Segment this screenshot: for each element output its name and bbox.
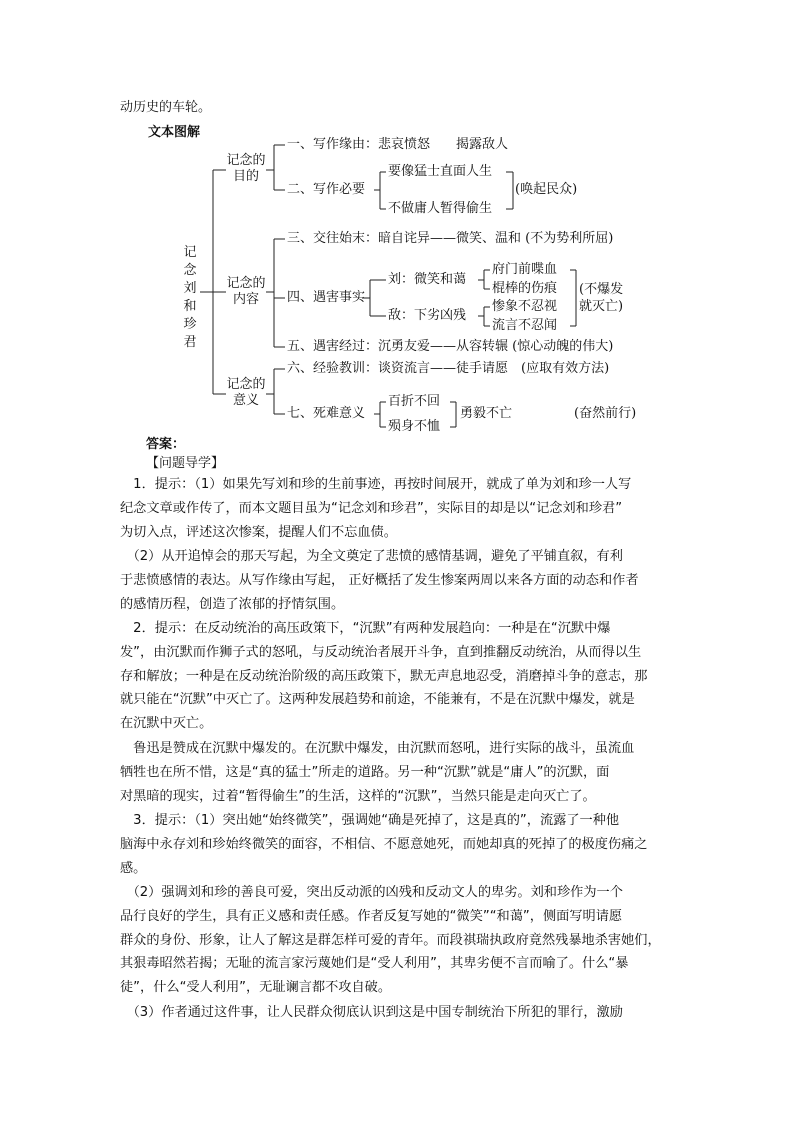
- answer-paragraph-1: [120, 473, 674, 544]
- text-line: 感。: [120, 860, 147, 876]
- text-line: 1．提示：（1）如果先写刘和珍的生前事迹，再按时间展开，就成了单为刘和珍一人写: [120, 477, 632, 492]
- text-line: （3）作者通过这件事，让人民群众彻底认识到这是中国专制统治下所犯的罪行，激励: [120, 1005, 623, 1020]
- root-char: 刘: [183, 281, 197, 296]
- text-line: 3．提示：（1）突出她“始终微笑”，强调她“确是死掉了，这是真的”，流露了一种他: [120, 813, 620, 828]
- item-1: 一、写作缘由：悲哀愤怒 揭露敌人: [287, 137, 509, 152]
- text-line: （2）强调刘和珍的善良可爱，突出反动派的凶残和反动文人的卑劣。刘和珍作为一个: [120, 885, 623, 900]
- guide-heading: 【问题导学】: [146, 456, 225, 471]
- root-char: 念: [183, 263, 197, 278]
- text-line: 为切入点，评述这次惨案，提醒人们不忘血债。: [120, 524, 397, 540]
- text-line: 纪念文章或作传了，而本文题目虽为“记念刘和珍君”，实际目的却是以“记念刘和珍君”: [120, 500, 623, 516]
- meaning-label-line: 意义: [232, 393, 259, 408]
- text-line: 存和解放；一种是在反动统治阶级的高压政策下，默无声息地忍受，消磨掉斗争的意志，那: [120, 668, 648, 684]
- item-7-a: 百折不回: [388, 394, 441, 409]
- item-2-a: 要像猛士直面人生: [388, 164, 493, 179]
- text-line: （2）从开追悼会的那天写起，为全文奠定了悲愤的感情基调，避免了平铺直叙，有利: [120, 549, 623, 564]
- text-line: 徒”，什么“受人利用”，无耻谰言都不攻自破。: [120, 980, 392, 996]
- item-4: 四、遇害事实: [287, 290, 366, 305]
- item-7-b: 殒身不恤: [388, 419, 441, 434]
- text-line: 的感情历程，创造了浓郁的抒情氛围。: [120, 596, 345, 612]
- text-line: 群众的身份、形象，让人了解这是群怎样可爱的青年。而段祺瑞执政府竟然残暴地杀害她们，: [120, 932, 661, 948]
- answer-heading: 答案：: [146, 437, 186, 452]
- item-6: 六、经验教训：谈资流言——徒手请愿 (应取有效方法): [287, 361, 610, 376]
- item-4-liu-b: 棍棒的伤痕: [492, 281, 558, 296]
- root-char: 记: [183, 245, 197, 260]
- root-char: 珍: [183, 317, 197, 332]
- item-4-liu-a: 府门前喋血: [492, 262, 558, 277]
- text-line: 对黑暗的现实，过着“暂得偷生”的生活，这样的“沉默”，当然只能是走向灭亡了。: [120, 788, 596, 804]
- content-label: [226, 276, 266, 308]
- item-3: 三、交往始末：暗自诧异——微笑、温和 (不为势利所屈): [287, 231, 614, 246]
- purpose-label-line: 记念的: [226, 153, 266, 168]
- answer-paragraph-3: [120, 617, 674, 736]
- item-7-mid: 勇毅不亡: [460, 406, 513, 421]
- purpose-label: [226, 153, 266, 185]
- text-line: 就只能在“沉默”中灭亡了。这两种发展趋势和前途，不能兼有，不是在沉默中爆发，就是: [120, 692, 635, 708]
- content-label-line: 记念的: [226, 276, 266, 291]
- answer-paragraph-7: [120, 1001, 674, 1025]
- item-7: 七、死难意义: [287, 406, 366, 421]
- text-line: 2．提示：在反动统治的高压政策下，“沉默”有两种发展趋向：一种是在“沉默中爆: [120, 621, 611, 636]
- answer-paragraph-6: [120, 881, 674, 1000]
- item-4-enemy: 敌：下劣凶残: [388, 308, 467, 323]
- text-line: 其狠毒昭然若揭；无耻的流言家污蔑她们是“受人利用”，其卑劣便不言而喻了。什么“暴: [120, 956, 629, 972]
- meaning-label-line: 记念的: [226, 377, 266, 392]
- item-4-result: [579, 281, 623, 315]
- item-2-result: (唤起民众): [515, 182, 578, 197]
- intro-tail: 动历史的车轮。: [120, 100, 212, 115]
- item-4-result-line: (不爆发: [579, 282, 624, 297]
- answer-paragraph-5: [120, 809, 674, 880]
- root-title: [182, 244, 198, 352]
- text-line: 发”，由沉默而作狮子式的怒吼，与反动统治者展开斗争，直到推翻反动统治，从而得以生: [120, 644, 642, 660]
- item-2: 二、写作必要: [287, 182, 366, 197]
- answer-paragraph-4: [120, 737, 674, 808]
- item-2-b: 不做庸人暂得偷生: [388, 201, 493, 216]
- text-line: 在沉默中灭亡。: [120, 716, 213, 732]
- item-4-enemy-b: 流言不忍闻: [492, 318, 558, 333]
- answer-paragraph-2: [120, 545, 674, 616]
- meaning-label: [226, 377, 266, 409]
- item-4-liu: 刘：微笑和蔼: [388, 272, 467, 287]
- item-7-result: (奋然前行): [574, 406, 637, 421]
- item-4-result-line: 就灭亡): [579, 299, 624, 314]
- content-label-line: 内容: [232, 292, 259, 307]
- text-line: 脑海中永存刘和珍始终微笑的面容，不相信、不愿意她死，而她却真的死掉了的极度伤痛之: [120, 836, 648, 852]
- text-line: 品行良好的学生，具有正义感和责任感。作者反复写她的“微笑”“和蔼”，侧面写明请愿: [120, 908, 623, 924]
- item-4-enemy-a: 惨象不忍视: [492, 299, 558, 314]
- item-5: 五、遇害经过：沉勇友爱——从容转辗 (惊心动魄的伟大): [287, 339, 614, 354]
- section-heading: 文本图解: [148, 125, 201, 140]
- purpose-label-line: 目的: [232, 169, 259, 184]
- text-line: 鲁迅是赞成在沉默中爆发的。在沉默中爆发，由沉默而怒吼，进行实际的战斗，虽流血: [120, 741, 635, 756]
- root-char: 和: [183, 299, 197, 314]
- text-line: 于悲愤感情的表达。从写作缘由写起， 正好概括了发生惨案两周以来各方面的动态和作者: [120, 572, 639, 588]
- text-line: 牺牲也在所不惜，这是“真的猛士”所走的道路。另一种“沉默”就是“庸人”的沉默，面: [120, 764, 610, 780]
- root-char: 君: [183, 335, 197, 350]
- structure-diagram: [0, 0, 794, 450]
